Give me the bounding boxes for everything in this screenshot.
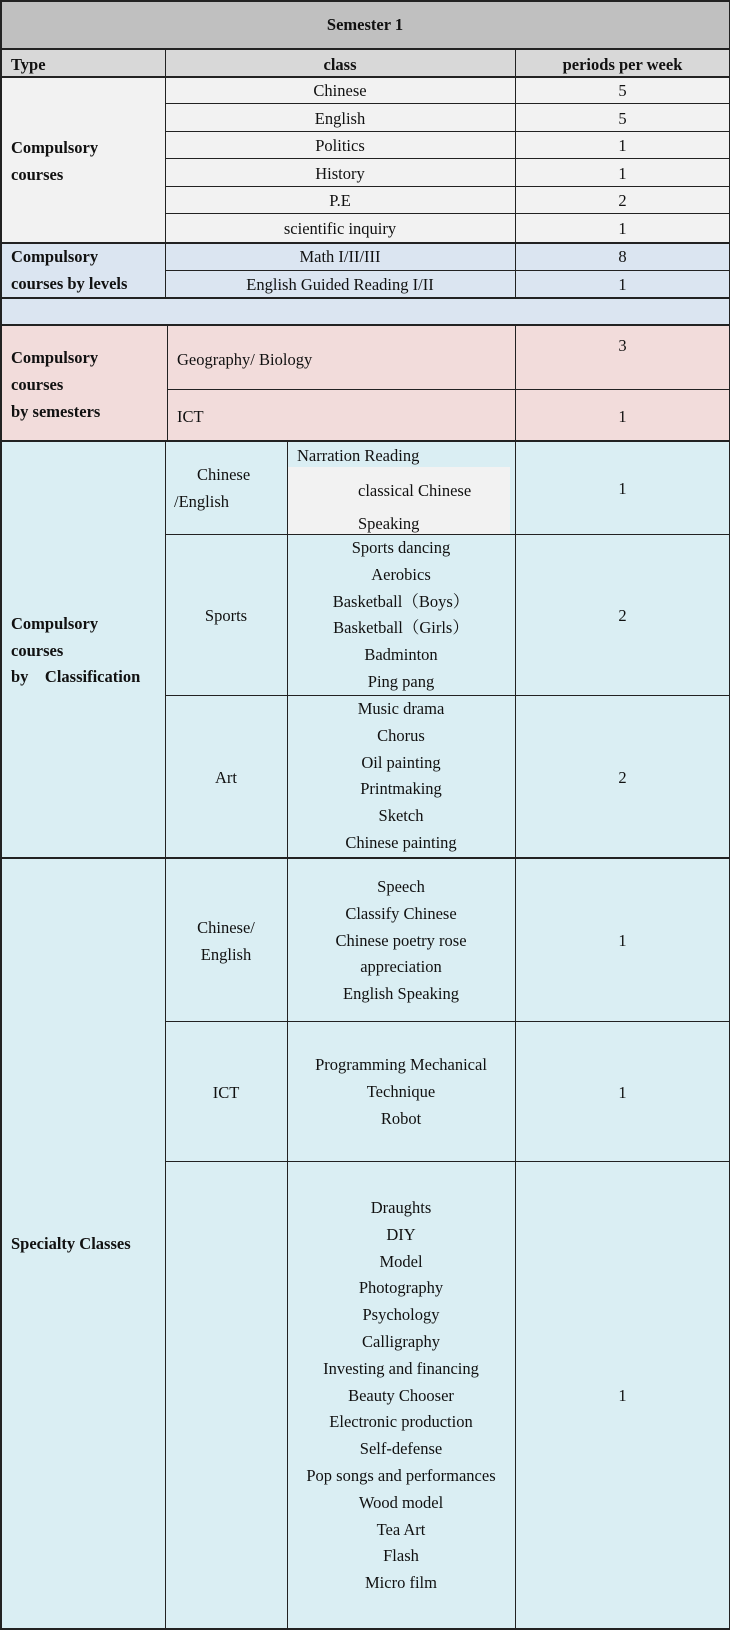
item-list-specialty-chinese-english [287, 874, 515, 1008]
item-cell: Chinese poetry rose [335, 930, 467, 950]
item-list-art [287, 696, 515, 857]
periods-cell: 8 [618, 247, 627, 266]
item-cell: Technique [366, 1081, 436, 1101]
periods-cell: 1 [618, 136, 627, 155]
periods-cell: 5 [618, 81, 627, 100]
item-list-specialty-misc [287, 1195, 515, 1597]
group-name-line: English [200, 945, 252, 964]
item-cell: Micro film [365, 1573, 437, 1593]
table-title: Semester 1 [326, 15, 404, 34]
item-cell: classical Chinese [358, 481, 472, 500]
periods-cell: 2 [618, 606, 627, 625]
item-cell: Wood model [358, 1492, 444, 1512]
semesters-label-line-1: Compulsory [11, 348, 99, 367]
class-cell: English [314, 109, 366, 128]
classification-label-line-1: Compulsory [11, 614, 99, 633]
item-cell: DIY [386, 1224, 416, 1244]
group-name-line: Sports [204, 606, 248, 625]
item-cell: Basketball（Boys） [332, 591, 470, 611]
item-cell: Programming Mechanical [315, 1055, 487, 1074]
semesters-label-line-3: by semesters [11, 402, 101, 421]
item-cell: Speaking [358, 514, 420, 533]
item-cell: Self-defense [359, 1439, 443, 1459]
class-cell: English Guided Reading I/II [246, 275, 434, 294]
class-cell: History [315, 164, 365, 183]
class-cell: P.E [329, 191, 351, 210]
group-name-line: Art [215, 768, 237, 787]
item-cell: Psychology [362, 1305, 440, 1325]
header-type: Type [11, 55, 46, 74]
periods-cell: 5 [618, 109, 627, 128]
item-cell: Ping pang [367, 671, 435, 691]
item-cell: Sketch [378, 806, 424, 826]
periods-cell: 3 [618, 336, 627, 355]
classification-label-line-3: by Classification [11, 667, 141, 686]
group-name-line: Chinese [197, 465, 251, 484]
class-cell: Math I/II/III [299, 247, 381, 266]
class-cell: ICT [177, 407, 204, 426]
group-name-line: Chinese/ [197, 918, 255, 937]
periods-cell: 2 [618, 768, 627, 787]
class-cell: Geography/ Biology [177, 350, 313, 369]
item-cell: Badminton [364, 645, 438, 665]
class-cell: Chinese [313, 81, 367, 100]
item-cell: Electronic production [329, 1412, 473, 1432]
item-cell: Printmaking [360, 779, 442, 799]
periods-cell: 1 [618, 407, 627, 426]
compulsory-label-line-1: Compulsory [11, 138, 99, 157]
item-list-sports [287, 535, 515, 696]
periods-cell: 1 [618, 164, 627, 183]
item-cell: Photography [358, 1278, 444, 1298]
item-cell: Tea Art [376, 1519, 426, 1539]
periods-cell: 2 [618, 191, 627, 210]
periods-cell: 1 [618, 479, 627, 498]
header-class: class [323, 55, 357, 74]
levels-label-line-2: courses by levels [11, 274, 128, 293]
item-cell: Robot [380, 1108, 422, 1128]
semesters-label-line-2: courses [11, 375, 64, 394]
periods-cell: 1 [618, 1386, 627, 1405]
item-cell: Beauty Chooser [348, 1385, 454, 1405]
item-cell: appreciation [360, 957, 442, 977]
classification-label-line-2: courses [11, 641, 64, 660]
periods-cell: 1 [618, 275, 627, 294]
item-cell: Draughts [370, 1198, 432, 1217]
item-cell: Pop songs and performances [306, 1465, 496, 1485]
item-cell: Speech [377, 877, 425, 896]
compulsory-label-line-2: courses [11, 165, 64, 184]
item-cell: Model [379, 1251, 423, 1271]
item-cell: Flash [383, 1546, 419, 1566]
group-name-line: /English [174, 492, 230, 511]
levels-label-line-1: Compulsory [11, 247, 99, 266]
periods-cell: 1 [618, 1083, 627, 1102]
item-cell: Narration Reading [297, 446, 420, 465]
item-cell: Aerobics [371, 564, 431, 584]
item-cell: Chorus [377, 725, 425, 745]
class-cell: Politics [315, 136, 365, 155]
item-cell: Investing and financing [323, 1358, 479, 1378]
item-cell: Music drama [357, 699, 445, 718]
item-cell: English Speaking [343, 984, 459, 1004]
periods-cell: 1 [618, 219, 627, 238]
specialty-label: Specialty Classes [11, 1234, 131, 1253]
class-cell: scientific inquiry [283, 219, 397, 238]
item-cell: Basketball（Girls） [333, 618, 469, 638]
item-cell: Sports dancing [351, 538, 451, 557]
item-cell: Calligraphy [362, 1331, 440, 1351]
item-list-specialty-ict [287, 1052, 515, 1132]
group-name-line: ICT [212, 1083, 240, 1102]
item-cell: Oil painting [361, 752, 441, 772]
header-periods: periods per week [562, 55, 683, 74]
item-cell: Classify Chinese [345, 903, 457, 923]
periods-cell: 1 [618, 931, 627, 950]
item-cell: Chinese painting [345, 832, 457, 852]
